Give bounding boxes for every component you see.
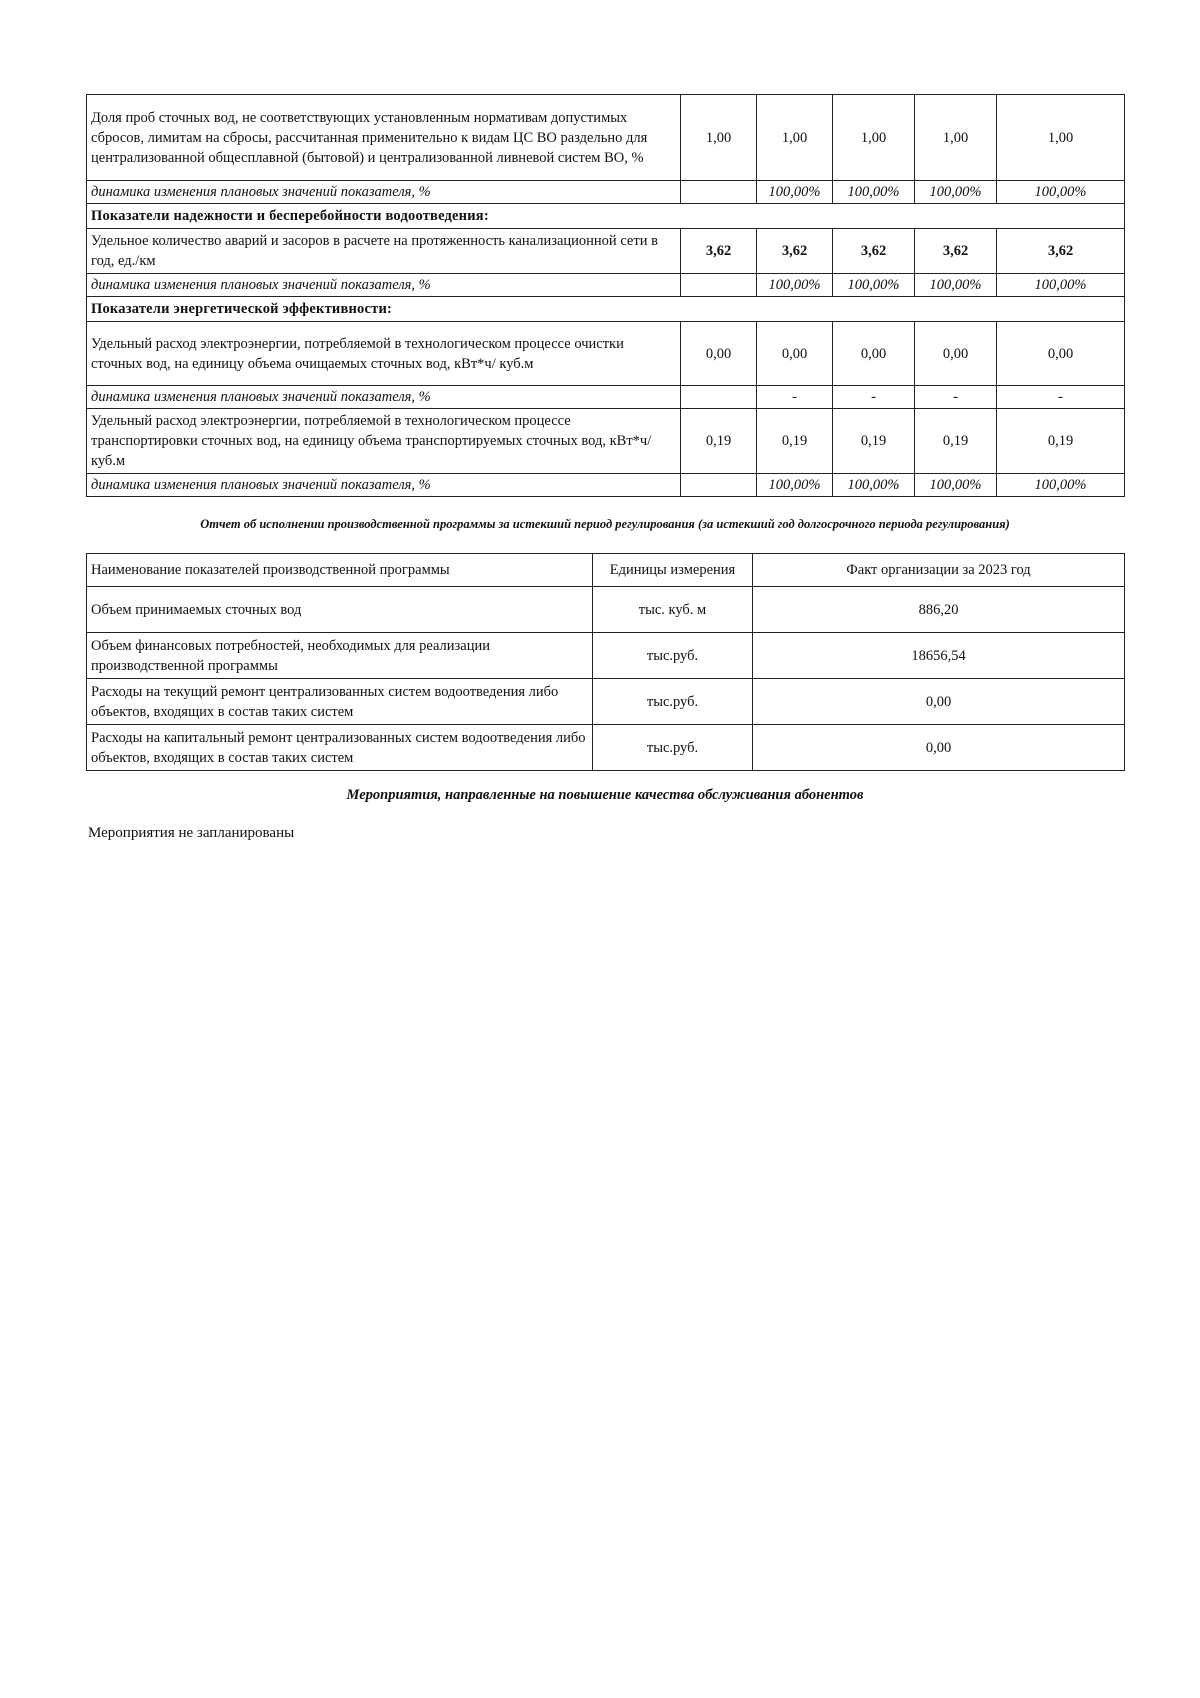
- events-text: Мероприятия не запланированы: [88, 825, 295, 841]
- table-row: [87, 274, 1125, 297]
- value-cell: 3,62: [757, 229, 833, 274]
- value-cell: 0,00: [997, 322, 1125, 386]
- value-cell: 100,00%: [915, 474, 997, 497]
- report-value: 0,00: [753, 725, 1125, 771]
- dynamics-label: динамика изменения плановых значений показателя, %: [87, 274, 681, 297]
- report-unit: тыс.руб.: [593, 725, 753, 771]
- value-cell: [681, 181, 757, 204]
- report-indicator-name: Объем принимаемых сточных вод: [87, 587, 593, 633]
- table-row: [87, 679, 1125, 725]
- report-indicator-name: Расходы на капитальный ремонт централизованных систем водоотведения либо объектов, входящих в состав таких систем: [87, 725, 593, 771]
- value-cell: 0,00: [915, 322, 997, 386]
- table-row: [87, 386, 1125, 409]
- section-header: Показатели энергетической эффективности:: [87, 297, 1125, 322]
- value-cell: 100,00%: [997, 474, 1125, 497]
- dynamics-label: динамика изменения плановых значений показателя, %: [87, 474, 681, 497]
- table-row: [87, 181, 1125, 204]
- value-cell: 100,00%: [757, 274, 833, 297]
- report-table: [86, 553, 1125, 771]
- value-cell: 0,19: [997, 409, 1125, 474]
- value-cell: 100,00%: [833, 474, 915, 497]
- value-cell: [681, 474, 757, 497]
- column-header: Единицы измерения: [593, 554, 753, 587]
- indicator-label: Удельный расход электроэнергии, потребляемой в технологическом процессе транспортировки сточных вод, на единицу объема транспортируемых сточных вод, кВт*ч/ куб.м: [87, 409, 681, 474]
- value-cell: -: [833, 386, 915, 409]
- value-cell: 100,00%: [915, 181, 997, 204]
- value-cell: 3,62: [681, 229, 757, 274]
- value-cell: 1,00: [681, 95, 757, 181]
- indicator-label: Удельное количество аварий и засоров в расчете на протяженность канализационной сети в год, ед./км: [87, 229, 681, 274]
- report-indicator-name: Расходы на текущий ремонт централизованных систем водоотведения либо объектов, входящих в состав таких систем: [87, 679, 593, 725]
- table-row: [87, 474, 1125, 497]
- table-row: [87, 95, 1125, 181]
- table-row: [87, 229, 1125, 274]
- indicator-label: Удельный расход электроэнергии, потребляемой в технологическом процессе очистки сточных вод, на единицу объема очищаемых сточных вод, кВт*ч/ куб.м: [87, 322, 681, 386]
- value-cell: 100,00%: [997, 274, 1125, 297]
- value-cell: 1,00: [915, 95, 997, 181]
- value-cell: [681, 274, 757, 297]
- table-row: [87, 725, 1125, 771]
- report-unit: тыс.руб.: [593, 633, 753, 679]
- value-cell: -: [997, 386, 1125, 409]
- value-cell: 3,62: [997, 229, 1125, 274]
- value-cell: 0,00: [681, 322, 757, 386]
- section-header-row: [87, 204, 1125, 229]
- dynamics-label: динамика изменения плановых значений показателя, %: [87, 386, 681, 409]
- value-cell: 0,00: [833, 322, 915, 386]
- value-cell: 100,00%: [997, 181, 1125, 204]
- value-cell: -: [757, 386, 833, 409]
- value-cell: 0,00: [757, 322, 833, 386]
- column-header: Наименование показателей производственной программы: [87, 554, 593, 587]
- value-cell: 0,19: [757, 409, 833, 474]
- indicators-table: [86, 94, 1125, 497]
- indicator-label: Доля проб сточных вод, не соответствующих установленным нормативам допустимых сбросов, лимитам на сбросы, рассчитанная применительно к видам ЦС ВО раздельно для централизованной общесплавной (бытовой) и централизованной ливневой систем ВО, %: [87, 95, 681, 181]
- report-unit: тыс. куб. м: [593, 587, 753, 633]
- section-header: Показатели надежности и бесперебойности водоотведения:: [87, 204, 1125, 229]
- table-row: [87, 409, 1125, 474]
- events-title: Мероприятия, направленные на повышение качества обслуживания абонентов: [346, 787, 864, 803]
- table-row: [87, 587, 1125, 633]
- value-cell: 100,00%: [757, 181, 833, 204]
- value-cell: 1,00: [833, 95, 915, 181]
- value-cell: -: [915, 386, 997, 409]
- report-title: Отчет об исполнении производственной программы за истекший период регулирования (за истекший год долгосрочного периода регулирования): [200, 517, 1010, 531]
- value-cell: [681, 386, 757, 409]
- value-cell: 3,62: [915, 229, 997, 274]
- value-cell: 100,00%: [833, 274, 915, 297]
- value-cell: 0,19: [681, 409, 757, 474]
- dynamics-label: динамика изменения плановых значений показателя, %: [87, 181, 681, 204]
- value-cell: 100,00%: [915, 274, 997, 297]
- report-unit: тыс.руб.: [593, 679, 753, 725]
- report-value: 886,20: [753, 587, 1125, 633]
- column-header: Факт организации за 2023 год: [753, 554, 1125, 587]
- value-cell: 1,00: [757, 95, 833, 181]
- value-cell: 0,19: [833, 409, 915, 474]
- table-row: [87, 322, 1125, 386]
- value-cell: 3,62: [833, 229, 915, 274]
- report-indicator-name: Объем финансовых потребностей, необходимых для реализации производственной программы: [87, 633, 593, 679]
- value-cell: 100,00%: [833, 181, 915, 204]
- table-header-row: [87, 554, 1125, 587]
- section-header-row: [87, 297, 1125, 322]
- table-row: [87, 633, 1125, 679]
- value-cell: 1,00: [997, 95, 1125, 181]
- value-cell: 100,00%: [757, 474, 833, 497]
- report-value: 18656,54: [753, 633, 1125, 679]
- value-cell: 0,19: [915, 409, 997, 474]
- report-value: 0,00: [753, 679, 1125, 725]
